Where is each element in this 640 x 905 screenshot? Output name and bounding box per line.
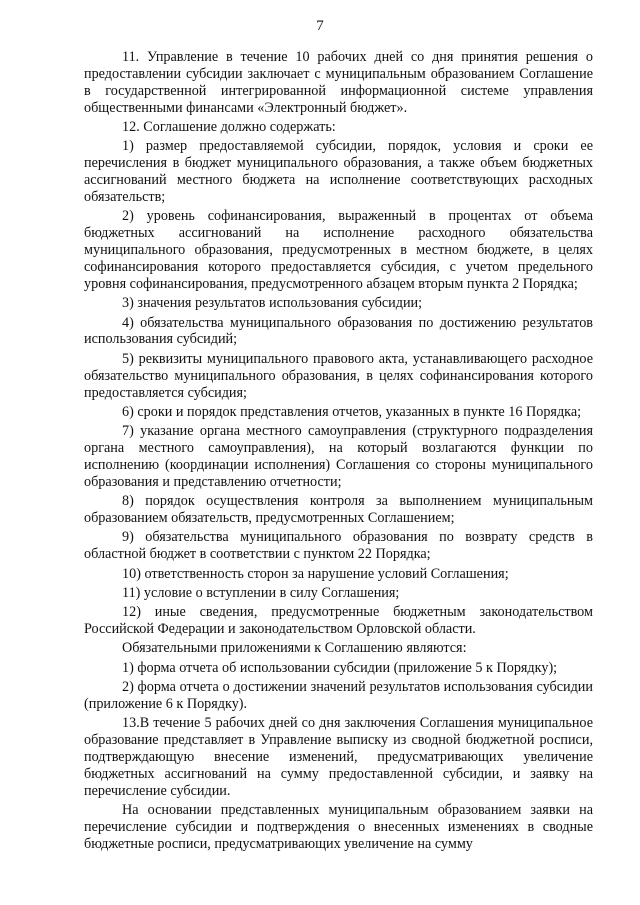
list-item-12: 12) иные сведения, предусмотренные бюджетным законодательством Российской Федерации и законодательством Орловской области. — [84, 604, 593, 638]
document-body — [84, 49, 593, 855]
list-item-2: 2) уровень софинансирования, выраженный в процентах от объема бюджетных ассигнований на исполнение расходного обязательства муниципального образования, предусмотренных в местном бюджете, в целях софинансирования которого предоставляется субсидия, с учетом предельного уровня софинансирования, предусмотренного абзацем вторым пункта 2 Порядка; — [84, 208, 593, 292]
list-item-8: 8) порядок осуществления контроля за выполнением муниципальным образованием обязательств, предусмотренных Соглашением; — [84, 493, 593, 527]
list-item-7: 7) указание органа местного самоуправления (структурного подразделения органа местного самоуправления), на который возлагаются функции по исполнению (координации исполнения) Соглашения со стороны муниципального образования и представлению отчетности; — [84, 423, 593, 490]
paragraph-item-11: 11. Управление в течение 10 рабочих дней со дня принятия решения о предоставлении субсидии заключает с муниципальным образованием Соглашение в государственной интегрированной информационной системе управления общественными финансами «Электронный бюджет». — [84, 49, 593, 116]
paragraph-item-12: 12. Соглашение должно содержать: — [122, 119, 336, 136]
list-item-1: 1) размер предоставляемой субсидии, порядок, условия и сроки ее перечисления в бюджет муниципального образования, а также объем бюджетных ассигнований местного бюджета на исполнение соответствующих расходных обязательств; — [84, 138, 593, 206]
list-item-3: 3) значения результатов использования субсидии; — [122, 295, 423, 312]
appendix-item-2: 2) форма отчета о достижении значений результатов использования субсидии (приложение 6 к Порядку). — [84, 678, 593, 712]
paragraph-continuation: На основании представленных муниципальным образованием заявки на перечисление субсидии и подтверждения о внесенных изменениях в сводные бюджетные росписи, предусматривающих увеличение на сумму — [84, 802, 593, 852]
paragraph-item-13: 13.В течение 5 рабочих дней со дня заключения Соглашения муниципальное образование представляет в Управление выписку из сводной бюджетной росписи, подтверждающую внесение изменений, предусматривающих увеличение бюджетных ассигнований на сумму предоставленной субсидии, и заявку на перечисление субсидии. — [84, 715, 593, 799]
appendices-heading: Обязательными приложениями к Соглашению являются: — [122, 640, 467, 657]
list-item-10: 10) ответственность сторон за нарушение условий Соглашения; — [122, 565, 509, 582]
page-number: 7 — [316, 18, 324, 34]
appendix-item-1: 1) форма отчета об использовании субсидии (приложение 5 к Порядку); — [122, 659, 558, 676]
list-item-11: 11) условие о вступлении в силу Соглашения; — [122, 584, 400, 601]
list-item-4: 4) обязательства муниципального образования по достижению результатов использования субсидий; — [84, 314, 593, 348]
list-item-5: 5) реквизиты муниципального правового акта, устанавливающего расходное обязательство муниципального образования, в целях софинансирования которого предоставляется субсидия; — [84, 350, 593, 401]
list-item-9: 9) обязательства муниципального образования по возврату средств в областной бюджет в соответствии с пунктом 22 Порядка; — [84, 529, 593, 563]
list-item-6: 6) сроки и порядок представления отчетов, указанных в пункте 16 Порядка; — [122, 403, 582, 420]
